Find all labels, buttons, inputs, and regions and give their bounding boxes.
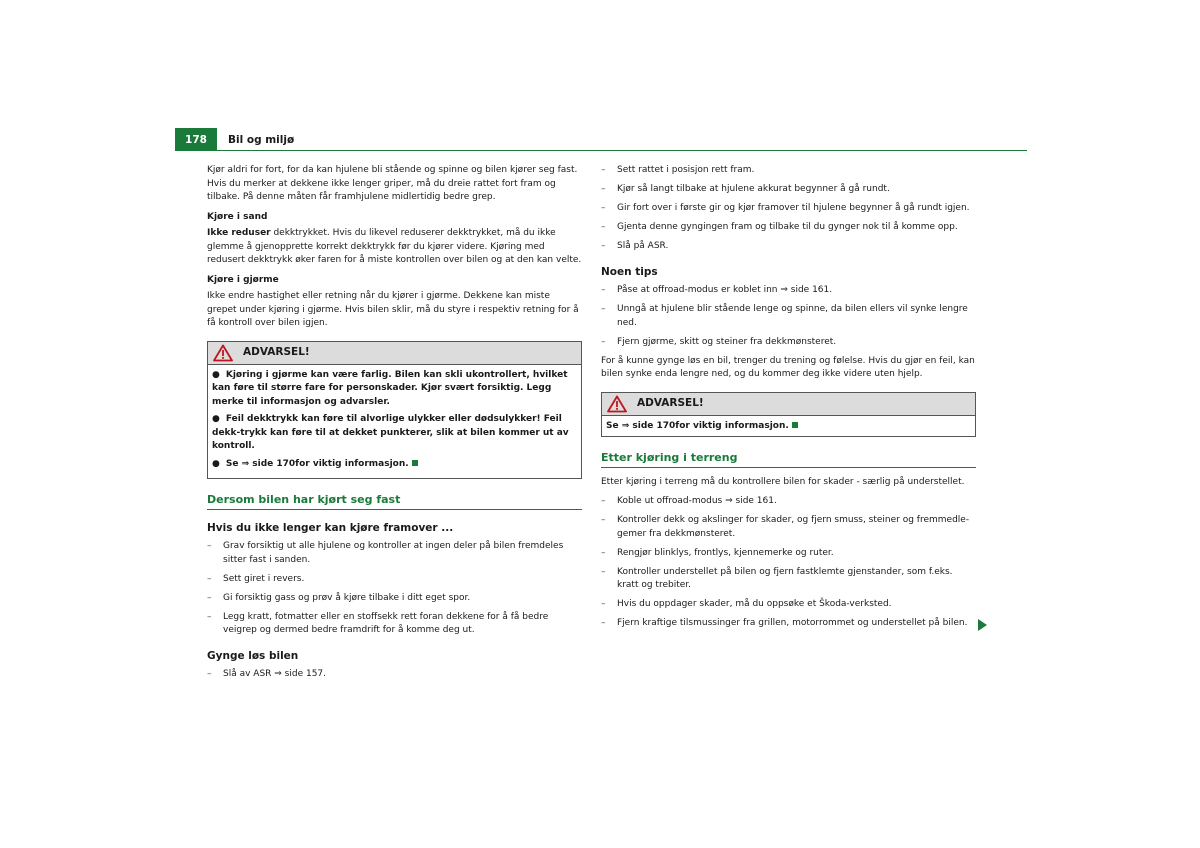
warning-text: Se ⇒ side 170for viktig informasjon. — [606, 420, 789, 431]
cant-drive-heading: Hvis du ikke lenger kan kjøre framover ... — [207, 521, 454, 534]
list-item: – Slå av ASR ⇒ side 157. — [207, 668, 582, 682]
warning-triangle-icon — [607, 395, 627, 413]
intro-paragraph: Kjør aldri for fort, for da kan hjulene bli stående og spinne og bilen kjører seg fast. Hvis du merker at dekkene ikke lenger griper, må du dreie rattet fort fram og tilbake. På denne måten får framhjulene midlertidig bedre grep. — [207, 165, 578, 202]
warning-triangle-icon — [213, 344, 233, 362]
list-item: – Gir fort over i første gir og kjør framover til hjulene begynner å gå rundt igjen. — [601, 202, 976, 216]
list-item: – Slå på ASR. — [601, 240, 976, 254]
tips-list — [601, 284, 976, 349]
warning-item: ● Se ⇒ side 170for viktig informasjon. — [212, 458, 577, 472]
bullet-icon: ● — [212, 458, 220, 469]
list-item: – Fjern gjørme, skitt og steiner fra dekkmønsteret. — [601, 336, 976, 350]
right-column — [601, 164, 976, 636]
warning-box — [207, 341, 582, 480]
bullet-icon: ● — [212, 414, 220, 424]
warning-box — [601, 392, 976, 438]
after-offroad-paragraph: Etter kjøring i terreng må du kontrollere bilen for skader - særlig på understellet. — [601, 476, 965, 487]
cant-drive-list — [207, 540, 582, 638]
warning-item: ● Feil dekktrykk kan føre til alvorlige ulykker eller dødsulykker! Feil dekk-trykk kan føre til at dekket punkterer, slik at bilen kommer ut av kontroll. — [212, 414, 569, 451]
list-item: – Rengjør blinklys, frontlys, kjennemerke og ruter. — [601, 547, 976, 561]
stuck-heading: Dersom bilen har kjørt seg fast — [207, 493, 582, 510]
rock-list — [207, 668, 582, 682]
warning-title: ADVARSEL! — [637, 396, 704, 409]
green-square-icon — [412, 460, 418, 466]
page-number: 178 — [175, 128, 217, 150]
list-item: – Påse at offroad-modus er koblet inn ⇒ side 161. — [601, 284, 976, 298]
list-item: – Grav forsiktig ut alle hjulene og kontroller at ingen deler på bilen fremdeles sitter fast i sanden. — [207, 540, 582, 567]
sand-paragraph — [207, 227, 582, 268]
tips-heading: Noen tips — [601, 265, 658, 278]
tips-paragraph: For å kunne gynge løs en bil, trenger du trening og følelse. Hvis du gjør en feil, kan bilen synke enda lengre ned, og du kommer deg ikke videre uten hjelp. — [601, 355, 975, 379]
after-offroad-list — [601, 495, 976, 631]
list-item: – Sett rattet i posisjon rett fram. — [601, 164, 976, 178]
green-square-icon — [792, 422, 798, 428]
sand-text: dekktrykket. Hvis du likevel reduserer dekktrykket, må du ikke glemme å gjenopprette korrekt dekktrykk før du kjører videre. Kjøring med redusert dekktrykk øker faren for å miste kontrollen over bilen og at den kan velte. — [207, 228, 582, 265]
rock-continue-list — [601, 164, 976, 254]
warning-body — [602, 416, 975, 437]
list-item: – Unngå at hjulene blir stående lenge og spinne, da bilen ellers vil synke lengre ned. — [601, 303, 976, 330]
list-item: – Koble ut offroad-modus ⇒ side 161. — [601, 495, 976, 509]
warning-title: ADVARSEL! — [243, 345, 310, 358]
warning-header — [208, 342, 581, 365]
warning-body — [208, 365, 581, 479]
list-item: – Gi forsiktig gass og prøv å kjøre tilbake i ditt eget spor. — [207, 592, 582, 606]
list-item: – Hvis du oppdager skader, må du oppsøke et Škoda-verksted. — [601, 598, 976, 612]
after-offroad-heading: Etter kjøring i terreng — [601, 451, 976, 468]
list-item: – Fjern kraftige tilsmussinger fra grillen, motorrommet og understellet på bilen. — [601, 617, 976, 631]
list-item: – Kontroller understellet på bilen og fjern fastklemte gjenstander, som f.eks. kratt og trebiter. — [601, 566, 976, 593]
warning-header — [602, 393, 975, 416]
list-item: – Sett giret i revers. — [207, 573, 582, 587]
bullet-icon: ● — [212, 369, 220, 380]
list-item: – Kontroller dekk og akslinger for skader, og fjern smuss, steiner og fremmedle-gemer fra dekkmønsteret. — [601, 514, 976, 541]
rock-heading: Gynge løs bilen — [207, 649, 299, 662]
next-page-arrow-icon — [978, 619, 987, 631]
list-item: – Kjør så langt tilbake at hjulene akkurat begynner å gå rundt. — [601, 183, 976, 197]
left-column — [207, 164, 582, 687]
list-item: – Legg kratt, fotmatter eller en stoffsekk rett foran dekkene for å få bedre veigrep og dermed bedre framdrift for å komme deg ut. — [207, 611, 582, 638]
mud-heading: Kjøre i gjørme — [207, 274, 279, 285]
page-header — [175, 128, 1027, 151]
sand-lead: Ikke reduser — [207, 228, 271, 238]
mud-paragraph: Ikke endre hastighet eller retning når du kjører i gjørme. Dekkene kan miste grepet under kjøring i gjørme. Hvis bilen sklir, må du styre i respektiv retning for å få kontroll over bilen igjen. — [207, 291, 579, 328]
warning-item: ● Kjøring i gjørme kan være farlig. Bilen kan skli ukontrollert, hvilket kan føre til større fare for personskader. Kjør svært forsiktig. Legg merke til informasjon og advarsler. — [212, 369, 568, 407]
list-item: – Gjenta denne gyngingen fram og tilbake til du gynger nok til å komme opp. — [601, 221, 976, 235]
sand-heading: Kjøre i sand — [207, 211, 268, 222]
section-title: Bil og miljø — [228, 134, 295, 146]
